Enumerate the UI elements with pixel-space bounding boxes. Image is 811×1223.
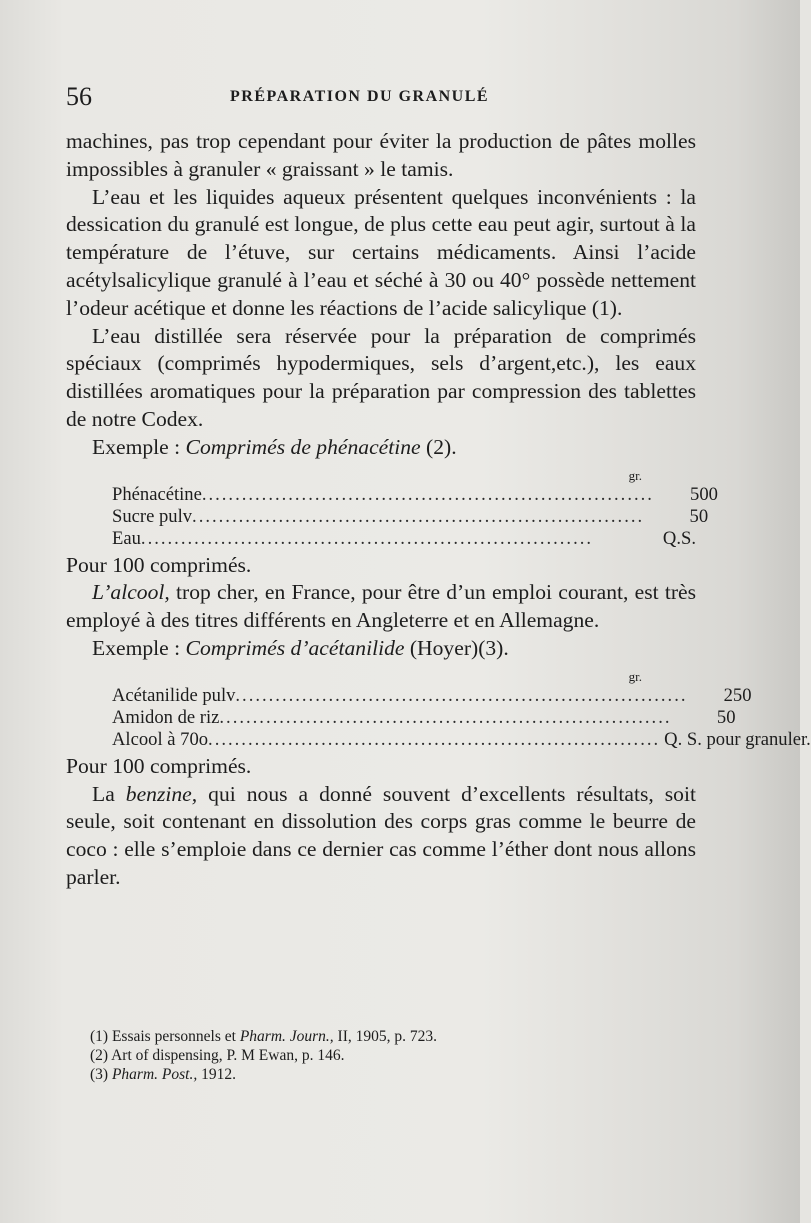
example-2-heading	[66, 635, 696, 663]
page-header	[66, 82, 706, 116]
running-head: PRÉPARATION DU GRANULÉ	[230, 88, 490, 105]
footnote-text: Essais personnels et	[108, 1028, 240, 1045]
example-2-ref: (Hoyer)(3).	[404, 635, 509, 660]
leader-dots: ....................................................................	[140, 527, 594, 549]
footnote-text: Art of dispensing, P. M Ewan, p. 146.	[108, 1047, 345, 1064]
yield-2: Pour 100 comprimés.	[66, 753, 252, 778]
footnote-text: 1912.	[197, 1066, 236, 1083]
example-1-heading	[66, 434, 696, 462]
example-1-title: Comprimés de phénacétine	[185, 434, 421, 459]
footnote-italic: Pharm. Journ.,	[239, 1028, 334, 1045]
leader-dots: ....................................................................	[201, 483, 654, 505]
recipe-1-row	[66, 483, 718, 506]
page-number: 56	[66, 82, 92, 111]
paragraph-5-text: qui nous a donné souvent d’excellents résultats, soit seule, soit contenant en dissolution des corps gras comme le beurre de coco : elle s’emploie dans ce dernier cas comme l’éther dont nous allons parler.	[66, 781, 696, 889]
paragraph-3: L’eau distillée sera réservée pour la préparation de comprimés spéciaux (comprimés hypodermiques, sels d’argent,etc.), les eaux distillées aromatiques pour la préparation par compression des tablettes de notre Codex.	[66, 323, 696, 431]
example-2-title: Comprimés d’acétanilide	[185, 635, 405, 660]
footnote-mark: (1)	[90, 1028, 109, 1045]
footnote-mark: (2)	[90, 1047, 109, 1064]
example-1-prefix: Exemple :	[92, 434, 186, 459]
recipe-2-unit: gr.	[628, 668, 642, 684]
recipe-1-unit: gr.	[628, 467, 642, 483]
ingredient-name: Amidon de riz	[112, 706, 220, 728]
ingredient-name: Phénacétine	[112, 483, 202, 505]
paragraph-5-lead: La	[92, 781, 126, 806]
paragraph-5-italic: benzine,	[125, 781, 198, 806]
paragraph-5	[66, 781, 696, 892]
recipe-1	[66, 467, 718, 550]
ingredient-qty: 500	[690, 483, 718, 505]
ingredient-qty: Q. S. pour granuler.	[664, 728, 811, 750]
footnote-text: II, 1905, p. 723.	[333, 1028, 437, 1045]
paragraph-4	[66, 579, 696, 635]
footnote-mark: (3)	[90, 1066, 109, 1083]
ingredient-name: Alcool à 70o	[112, 728, 209, 750]
ingredient-name: Acétanilide pulv	[112, 684, 236, 706]
footnotes	[90, 1027, 650, 1084]
leader-dots: ....................................................................	[235, 684, 688, 706]
example-2-prefix: Exemple :	[92, 635, 186, 660]
example-1-ref: (2).	[420, 434, 457, 459]
leader-dots: ....................................................................	[192, 505, 645, 527]
ingredient-qty: 50	[689, 505, 709, 527]
footnote	[90, 1065, 650, 1084]
yield-1: Pour 100 comprimés.	[66, 552, 252, 577]
recipe-2-row	[66, 706, 736, 729]
leader-dots: ....................................................................	[219, 706, 672, 728]
ingredient-name: Eau	[112, 527, 141, 549]
paragraph-4-text: trop cher, en France, pour être d’un emploi courant, est très employé à des titres différents en Angleterre et en Allemagne.	[66, 580, 696, 633]
paragraph-1: machines, pas trop cependant pour éviter la production de pâtes molles impossibles à granuler « graissant » le tamis.	[66, 129, 696, 181]
recipe-1-row	[66, 528, 696, 550]
ingredient-qty: Q.S.	[662, 527, 696, 549]
main-text	[66, 128, 811, 892]
ingredient-qty: 250	[723, 684, 752, 706]
recipe-1-row	[66, 505, 709, 528]
footnote	[90, 1027, 650, 1046]
paragraph-4-italic: L’alcool,	[92, 580, 170, 605]
footnote	[90, 1046, 650, 1065]
ingredient-qty: 50	[716, 706, 736, 728]
recipe-2-row	[66, 684, 752, 707]
recipe-2	[66, 668, 811, 751]
recipe-2-row	[66, 728, 811, 751]
footnote-italic: Pharm. Post.,	[111, 1066, 198, 1083]
leader-dots: ....................................................................	[208, 728, 661, 750]
paragraph-2: L’eau et les liquides aqueux présentent quelques inconvénients : la dessication du granulé est longue, de plus cette eau peut agir, surtout à la température de l’étuve, sur certains médicaments. Ainsi l’acide acétylsalicylique granulé à l’eau et séché à 30 ou 40° possède nettement l’odeur acétique et donne les réactions de l’acide salicylique (1).	[66, 184, 696, 320]
ingredient-name: Sucre pulv	[112, 505, 193, 527]
